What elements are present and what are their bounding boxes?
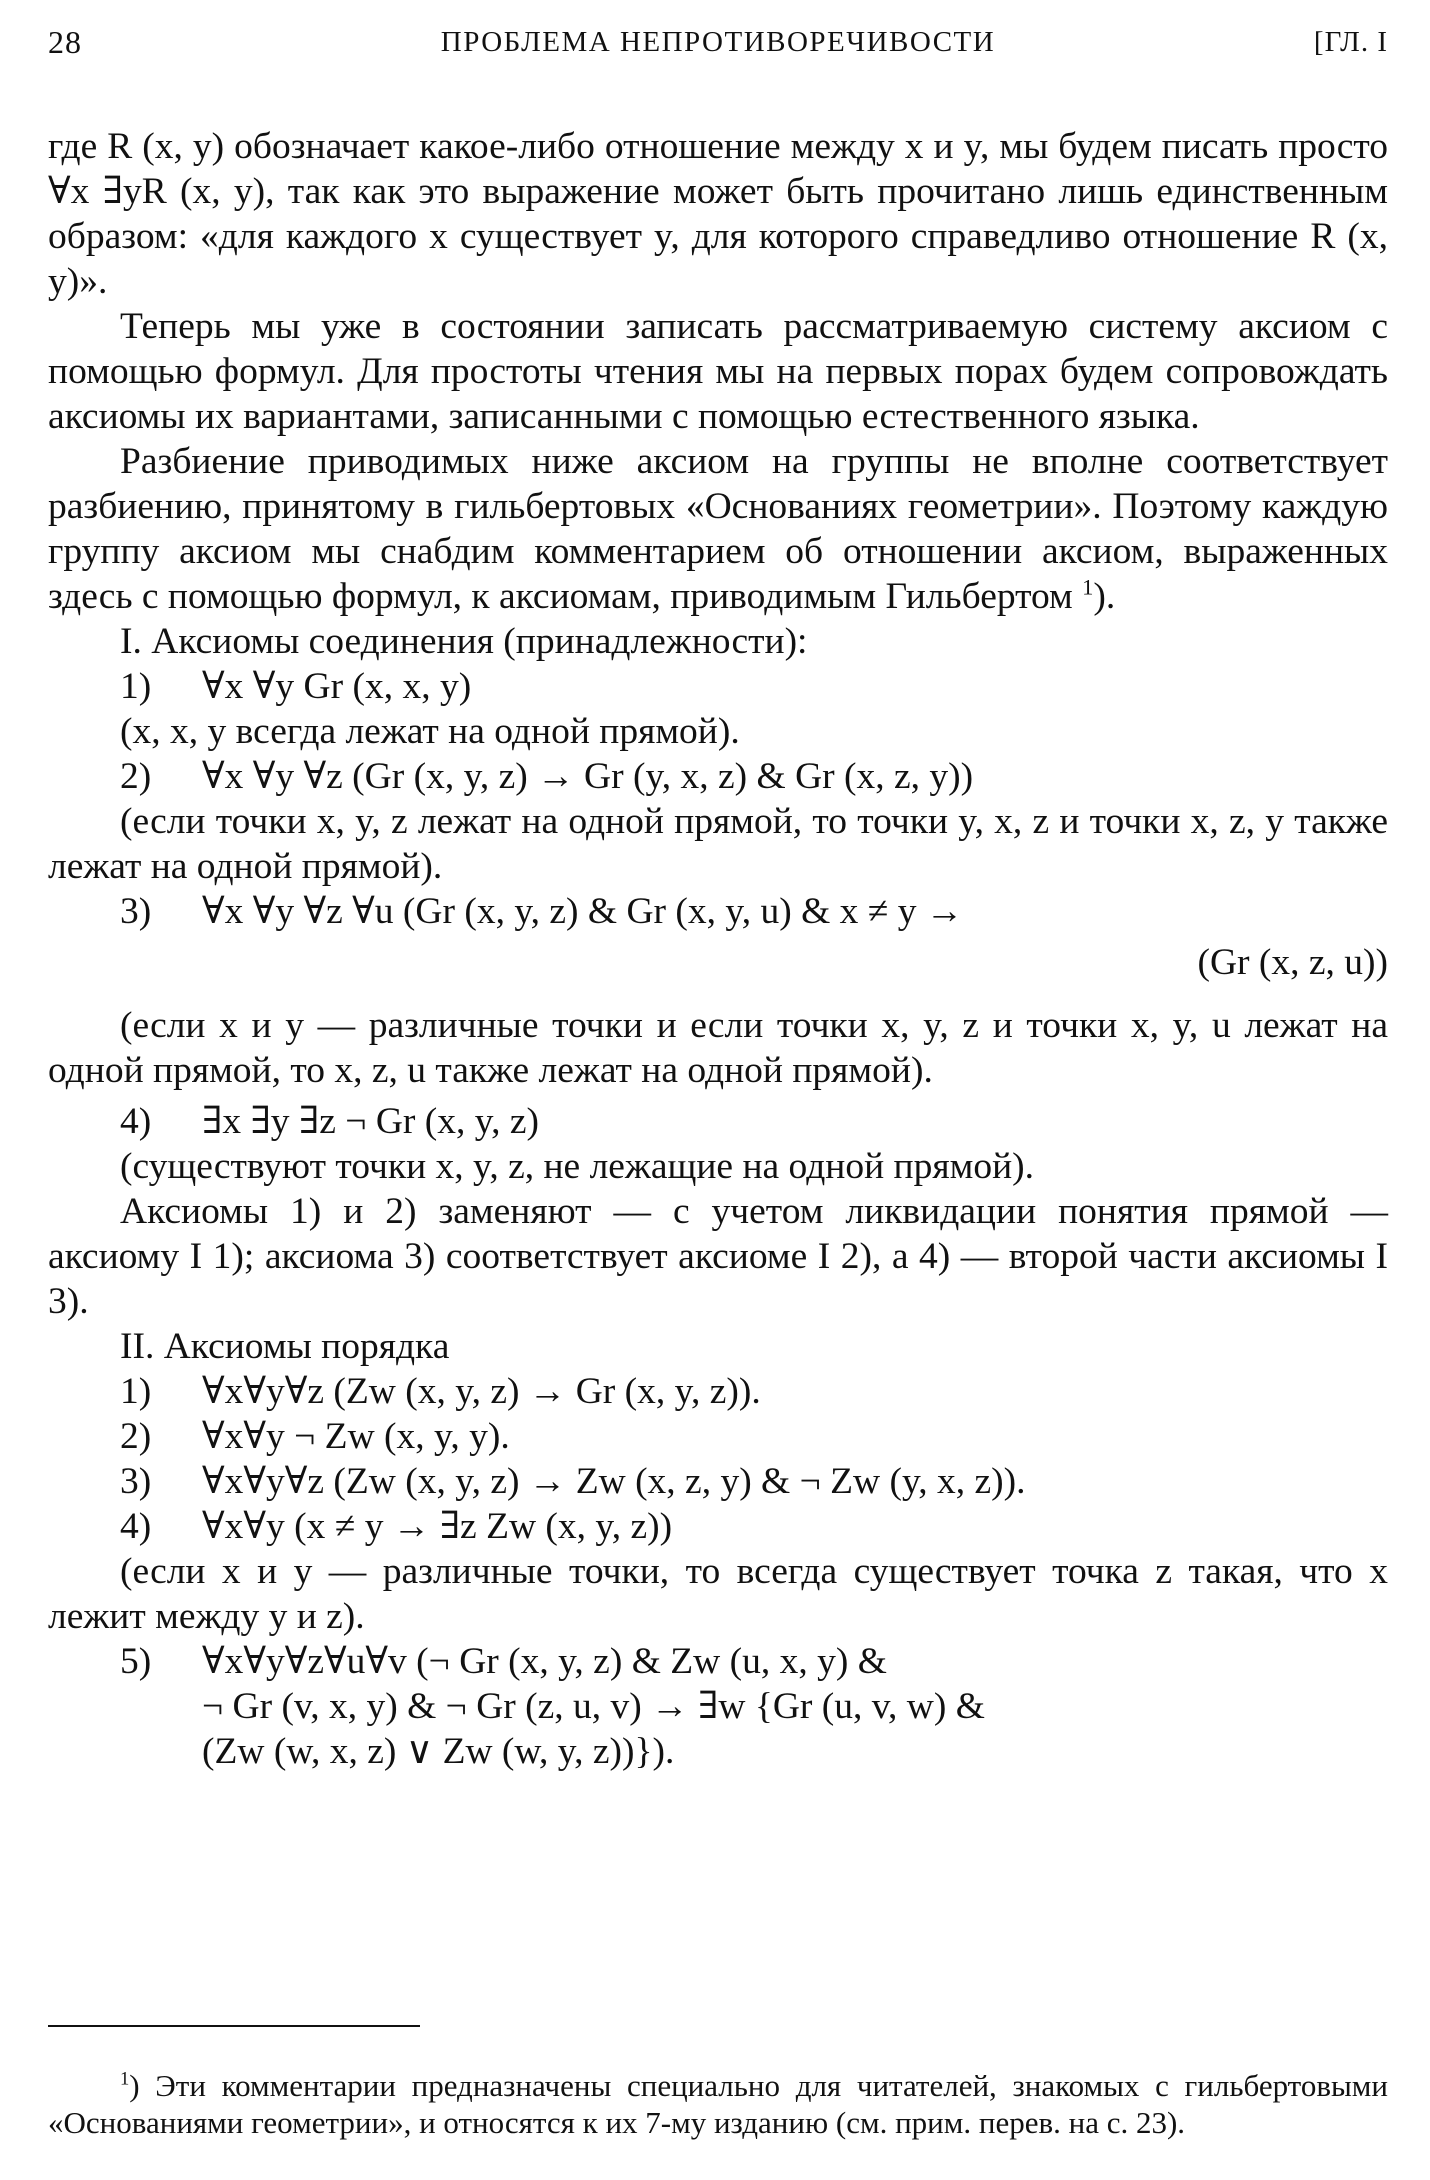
paragraph-3-text: Разбиение приводимых ниже аксиом на группы не вполне соответствует разбиению, принятому в гильбертовых «Основаниях геометрии». Поэтому каждую группу аксиом мы снабдим комментарием об отношении аксиом, выраженных здесь с помощью формул, к аксиомам, приводимым Гильбертом: [48, 441, 1388, 617]
running-header: [48, 18, 1388, 70]
axiom-1-4-comment: (существуют точки x, y, z, не лежащие на одной прямой).: [120, 1146, 1035, 1187]
axiom-1-1-comment: (x, x, y всегда лежат на одной прямой).: [120, 711, 740, 752]
axiom-2-5-line-2: ¬ Gr (v, x, y) & ¬ Gr (z, u, v) → ∃w {Gr (u, v, w) &: [202, 1686, 985, 1727]
axiom-formula-line-1: ∀x∀y∀z∀u∀v (¬ Gr (x, y, z) & Zw (u, x, y) &: [202, 1641, 887, 1682]
axiom-number: 4): [120, 1101, 152, 1142]
page-number: 28: [48, 24, 82, 60]
paragraph-2: Теперь мы уже в состоянии записать рассматриваемую систему аксиом с помощью формул. Для простоты чтения мы на первых порах будем сопровождать аксиомы их вариантами, записанными с помощью естественного языка.: [48, 306, 1388, 437]
paragraph-3: [48, 439, 1388, 619]
axiom-formula: ∀x∀y∀z (Zw (x, y, z) → Gr (x, y, z)).: [202, 1371, 761, 1412]
axiom-2-4: [48, 1504, 1388, 1549]
axiom-formula: ∀x∀y (x ≠ y → ∃z Zw (x, y, z)): [202, 1506, 673, 1547]
axiom-formula: ∀x∀y ¬ Zw (x, y, y).: [202, 1416, 510, 1457]
paragraph-3-tail: ).: [1093, 576, 1116, 617]
axiom-1-3-continuation: (Gr (x, z, u)): [1197, 942, 1388, 983]
axiom-1-3-comment: (если x и y — различные точки и если точки x, y, z и точки x, y, u лежат на одной прямой, то x, z, u также лежат на одной прямой).: [48, 1005, 1388, 1091]
axiom-number: 5): [120, 1641, 152, 1682]
axiom-1-3: [48, 889, 1388, 934]
axiom-number: 2): [120, 1416, 152, 1457]
axiom-2-3: [48, 1459, 1388, 1504]
axiom-formula: ∀x ∀y Gr (x, x, y): [202, 666, 472, 707]
axiom-number: 1): [120, 666, 152, 707]
axiom-1-2-comment: (если точки x, y, z лежат на одной прямой, то точки y, x, z и точки x, z, y также лежат на одной прямой).: [48, 801, 1388, 887]
axiom-2-1: [48, 1369, 1388, 1414]
axiom-number: 3): [120, 891, 152, 932]
axiom-formula: ∀x∀y∀z (Zw (x, y, z) → Zw (x, z, y) & ¬ Zw (y, x, z)).: [202, 1461, 1026, 1502]
chapter-label: [ГЛ. I: [1313, 26, 1388, 58]
axiom-1-2: [48, 754, 1388, 799]
group-1-title: I. Аксиомы соединения (принадлежности):: [120, 621, 808, 662]
axiom-number: 1): [120, 1371, 152, 1412]
axiom-number: 2): [120, 756, 152, 797]
group-2-title: II. Аксиомы порядка: [120, 1326, 450, 1367]
axiom-2-2: [48, 1414, 1388, 1459]
paragraph-1: где R (x, y) обозначает какое-либо отношение между x и y, мы будем писать просто ∀x ∃yR (x, y), так как это выражение может быть прочитано лишь единственным образом: «для каждого x существует y, для которого справедливо отношение R (x, y)».: [48, 126, 1388, 302]
axiom-2-5-line-3: (Zw (w, x, z) ∨ Zw (w, y, z))}).: [202, 1731, 675, 1772]
group-1-remark: Аксиомы 1) и 2) заменяют — с учетом ликвидации понятия прямой — аксиому I 1); аксиома 3) соответствует аксиоме I 2), а 4) — второй части аксиомы I 3).: [48, 1191, 1388, 1322]
running-title: ПРОБЛЕМА НЕПРОТИВОРЕЧИВОСТИ: [440, 26, 996, 58]
axiom-formula: ∀x ∀y ∀z ∀u (Gr (x, y, z) & Gr (x, y, u) & x ≠ y →: [202, 891, 964, 932]
footnote-divider: [48, 2025, 420, 2027]
axiom-2-5: [48, 1639, 1388, 1684]
book-page: [48, 18, 1388, 2168]
axiom-1-4: [48, 1099, 1388, 1144]
axiom-formula: ∃x ∃y ∃z ¬ Gr (x, y, z): [202, 1101, 539, 1142]
axiom-2-4-comment: (если x и y — различные точки, то всегда существует точка z такая, что x лежит между y и z).: [48, 1551, 1388, 1637]
footnote-text: ) Эти комментарии предназначены специально для читателей, знакомых с гильбертовыми «Основаниями геометрии», и относятся к их 7-му изданию (см. прим. перев. на с. 23).: [48, 2068, 1388, 2140]
main-text: [48, 124, 1388, 1774]
footnote: [48, 2067, 1388, 2141]
axiom-number: 3): [120, 1461, 152, 1502]
footnote-ref: 1: [1082, 574, 1094, 600]
axiom-1-1: [48, 664, 1388, 709]
axiom-formula: ∀x ∀y ∀z (Gr (x, y, z) → Gr (y, x, z) & Gr (x, z, y)): [202, 756, 974, 797]
axiom-number: 4): [120, 1506, 152, 1547]
footnote-marker: 1: [120, 2068, 130, 2090]
